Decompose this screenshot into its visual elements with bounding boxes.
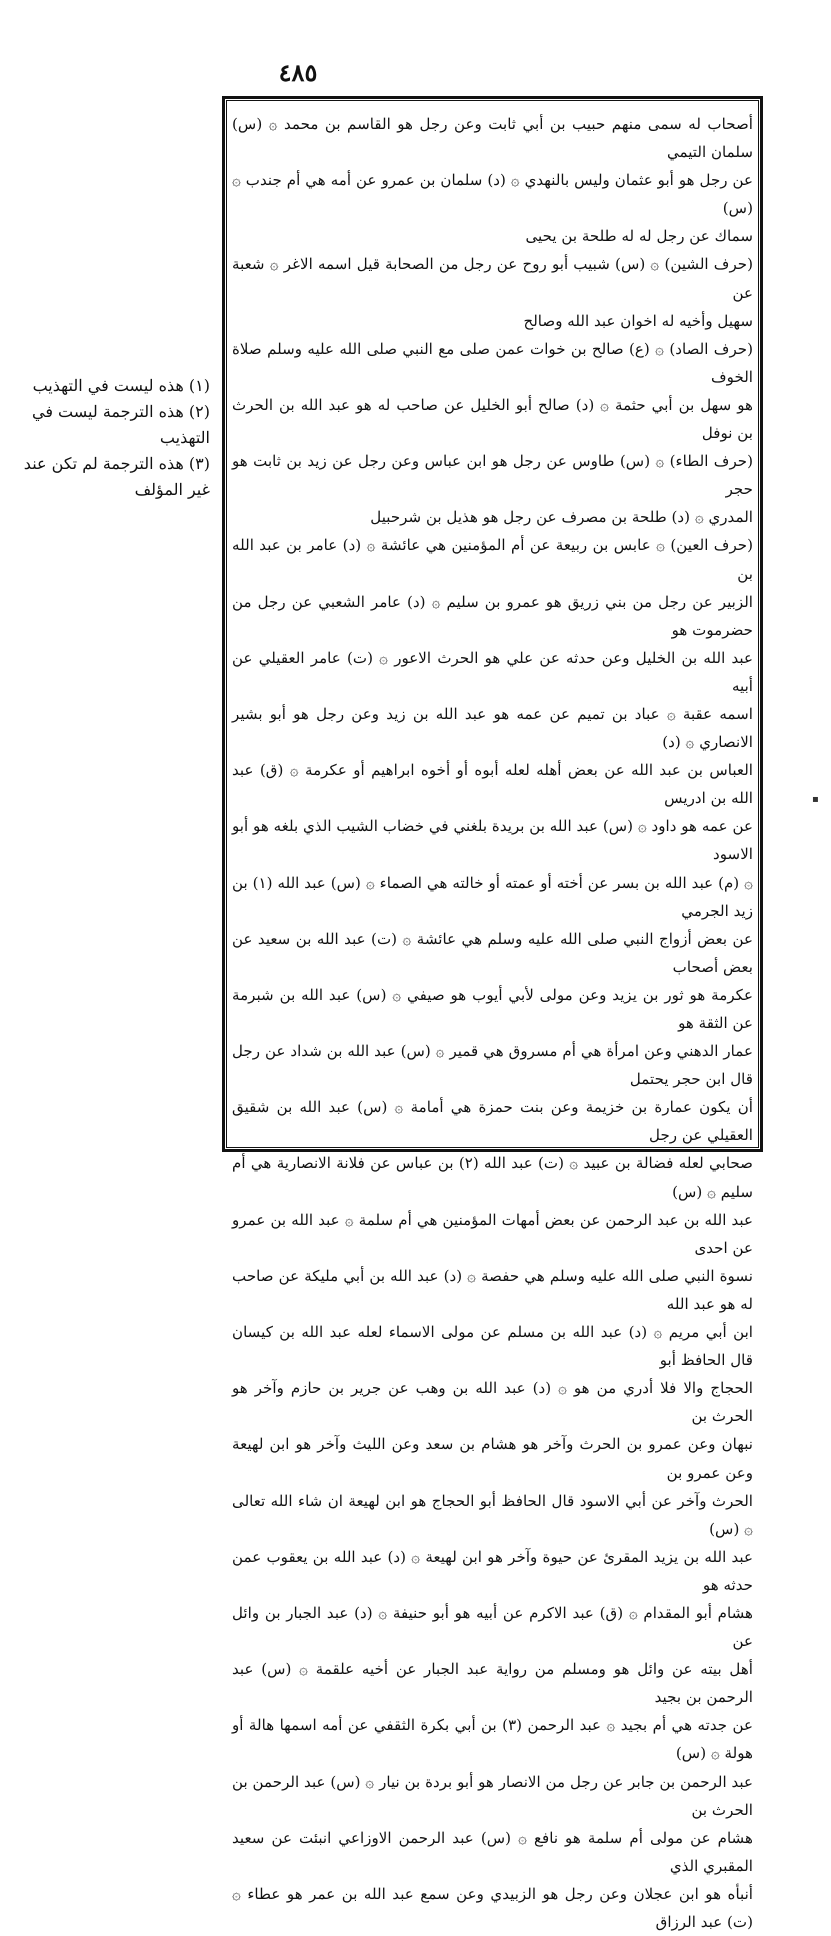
main-text-block [232, 110, 753, 1931]
text-line: اسمه عقبة ۞ عباد بن تميم عن عمه هو عبد الله بن زيد وعن رجل هو أبو بشير الانصاري ۞ (د) [232, 704, 753, 752]
text-line: هشام عن مولى أم سلمة هو نافع ۞ (س) عبد الرحمن الاوزاعي انبئت عن سعيد المقبري الذي [232, 1828, 753, 1875]
scan-edge-mark: ▪ [812, 794, 819, 805]
margin-note: (٢) هذه الترجمة ليست في التهذيب [31, 402, 210, 447]
text-line: أهل بيته عن وائل هو ومسلم من رواية عبد الجبار عن أخيه علقمة ۞ (س) عبد الرحمن بن بجيد [232, 1660, 753, 1707]
margin-note: (٣) هذه الترجمة لم تكن عند غير المؤلف [23, 454, 210, 499]
text-line: صحابي لعله فضالة بن عبيد ۞ (ت) عبد الله (٢) بن عباس عن فلانة الانصارية هي أم سليم ۞ (س) [232, 1154, 753, 1201]
text-line: عمار الدهني وعن امرأة هي أم مسروق هي قمير ۞ (س) عبد الله بن شداد عن رجل قال ابن حجر يحتمل [232, 1042, 753, 1089]
text-line: عن جدته هي أم بجيد ۞ عبد الرحمن (٣) بن أبي بكرة الثقفي عن أمه اسمها هالة أو هولة ۞ (س) [232, 1716, 753, 1763]
text-line: هشام أبو المقدام ۞ (ق) عبد الاكرم عن أبيه هو أبو حنيفة ۞ (د) عبد الجبار بن وائل عن [232, 1603, 753, 1651]
margin-note: (١) هذه ليست في التهذيب [32, 376, 210, 395]
text-line: سماك عن رجل له له طلحة بن يحيى [525, 227, 753, 246]
text-line: (حرف الصاد) ۞ (ع) صالح بن خوات عمن صلى مع النبي صلى الله عليه وسلم صلاة الخوف [232, 339, 753, 386]
text-line: عبد الله بن الخليل وعن حدثه عن علي هو الحرث الاعور ۞ (ت) عامر العقيلي عن أبيه [232, 648, 753, 695]
text-line: العباس بن عبد الله عن بعض أهله لعله أبوه أو أخوه ابراهيم أو عكرمة ۞ (ق) عبد الله بن ادريس [232, 761, 753, 808]
text-line: الزبير عن رجل من بني زريق هو عمرو بن سليم ۞ (د) عامر الشعبي عن رجل من حضرموت هو [232, 592, 753, 639]
text-line: (حرف الطاء) ۞ (س) طاوس عن رجل هو ابن عباس وعن رجل عن زيد بن ثابت هو حجر [232, 452, 753, 499]
page-number: ٤٨٥ [278, 58, 318, 87]
text-line: عكرمة هو ثور بن يزيد وعن مولى لأبي أيوب هو صيفي ۞ (س) عبد الله بن شبرمة عن الثقة هو [232, 985, 753, 1032]
text-line: عن رجل هو أبو عثمان وليس بالنهدي ۞ (د) سلمان بن عمرو عن أمه هي أم جندب ۞ (س) [232, 171, 753, 218]
text-line: أصحاب له سمى منهم حبيب بن أبي ثابت وعن رجل هو القاسم بن محمد ۞ (س) سلمان التيمي [232, 115, 753, 162]
text-line: سهيل وأخيه له اخوان عبد الله وصالح [523, 311, 753, 330]
text-line: (حرف العين) ۞ عابس بن ربيعة عن أم المؤمنين هي عائشة ۞ (د) عامر بن عبد الله بن [232, 536, 753, 583]
text-line: عبد الرحمن بن جابر عن رجل من الانصار هو أبو بردة بن نيار ۞ (س) عبد الرحمن بن الحرث بن [232, 1772, 753, 1819]
text-line: عبد الله بن يزيد المقرئ عن حيوة وآخر هو ابن لهيعة ۞ (د) عبد الله بن يعقوب عمن حدثه هو [232, 1547, 753, 1594]
text-line: أن يكون عمارة بن خزيمة وعن بنت حمزة هي أمامة ۞ (س) عبد الله بن شقيق العقيلي عن رجل [232, 1098, 753, 1145]
text-line: المدري ۞ (د) طلحة بن مصرف عن رجل هو هذيل بن شرحبيل [370, 508, 753, 527]
text-line: الحرث وآخر عن أبي الاسود قال الحافظ أبو الحجاج هو ابن لهيعة ان شاء الله تعالى ۞ (س) [232, 1491, 753, 1538]
text-line: ابن أبي مريم ۞ (د) عبد الله بن مسلم عن مولى الاسماء لعله عبد الله بن كيسان قال الحافظ أبو [232, 1323, 753, 1370]
text-line: الحجاج والا فلا أدري من هو ۞ (د) عبد الله بن وهب عن جرير بن حازم وآخر هو الحرث بن [232, 1379, 753, 1426]
margin-notes [2, 373, 210, 503]
text-line: عبد الله بن عبد الرحمن عن بعض أمهات المؤمنين هي أم سلمة ۞ عبد الله بن عمرو عن احدى [232, 1210, 753, 1257]
text-line: هو سهل بن أبي حثمة ۞ (د) صالح أبو الخليل عن صاحب له هو عبد الله بن الحرث بن نوفل [232, 395, 753, 443]
text-line: (حرف الشين) ۞ (س) شبيب أبو روح عن رجل من الصحابة قيل اسمه الاغر ۞ شعبة عن [232, 255, 753, 302]
text-line: نبهان وعن عمرو بن الحرث وآخر هو هشام بن سعد وعن الليث وآخر هو ابن لهيعة وعن عمرو بن [232, 1435, 753, 1482]
text-line: ۞ (م) عبد الله بن بسر عن أخته أو عمته أو خالته هي الصماء ۞ (س) عبد الله (١) بن زيد الجرمي [232, 873, 753, 920]
text-line: عن بعض أزواج النبي صلى الله عليه وسلم هي عائشة ۞ (ت) عبد الله بن سعيد عن بعض أصحاب [232, 929, 753, 976]
text-line: أنبأه هو ابن عجلان وعن رجل هو الزبيدي وعن سمع عبد الله بن عمر هو عطاء ۞ (ت) عبد الرزاق [232, 1884, 753, 1931]
text-line: نسوة النبي صلى الله عليه وسلم هي حفصة ۞ (د) عبد الله بن أبي مليكة عن صاحب له هو عبد الله [232, 1266, 753, 1313]
text-line: عن عمه هو داود ۞ (س) عبد الله بن بريدة بلغني في خضاب الشيب الذي بلغه هو أبو الاسود [232, 817, 753, 864]
